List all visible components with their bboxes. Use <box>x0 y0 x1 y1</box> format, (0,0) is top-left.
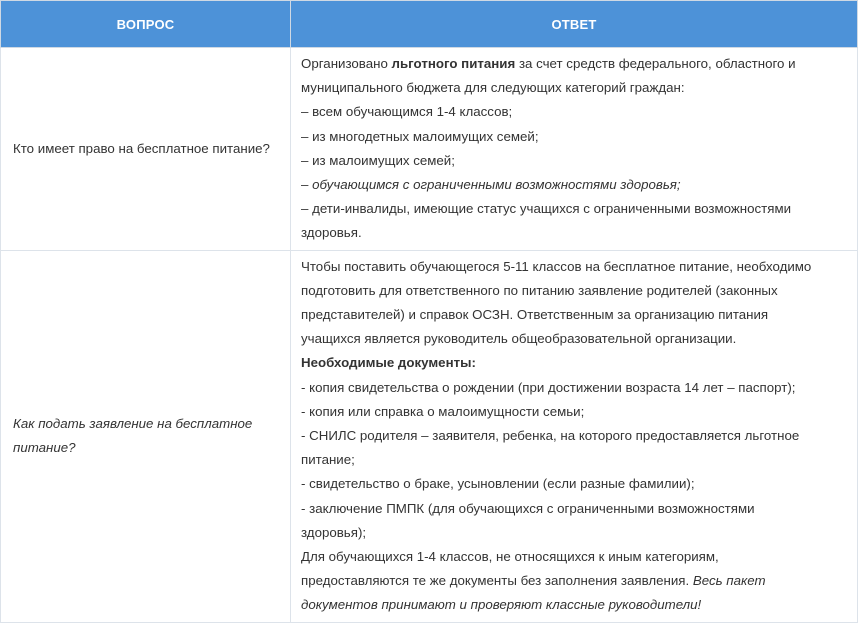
answer-line: Для обучающихся 1-4 классов, не относящихся к иным категориям, <box>301 549 719 565</box>
question-text: Как подать заявление на бесплатное питание? <box>13 415 253 456</box>
answer-line: учащихся является руководитель общеобразовательной организации. <box>301 331 737 347</box>
header-row <box>1 1 858 48</box>
question-cell <box>1 250 291 622</box>
answer-line <box>301 52 847 76</box>
answer-line: - копия или справка о малоимущности семьи; <box>301 403 585 419</box>
answer-line <box>301 569 847 593</box>
answer-italic-text: обучающимся с ограниченными возможностями здоровья; <box>312 177 681 193</box>
answer-line: - свидетельство о браке, усыновлении (если разные фамилии); <box>301 476 695 492</box>
table-row <box>1 48 858 251</box>
table-row <box>1 250 858 622</box>
answer-line: здоровья. <box>301 225 362 241</box>
answer-line: представителей) и справок ОСЗН. Ответственным за организацию питания <box>301 307 769 323</box>
answer-line: питание; <box>301 452 355 468</box>
header-answer: ОТВЕТ <box>291 1 858 48</box>
answer-line: – из малоимущих семей; <box>301 152 455 168</box>
header-question: ВОПРОС <box>1 1 291 48</box>
answer-line: документов принимают и проверяют классные руководители! <box>301 597 702 613</box>
question-cell <box>1 48 291 251</box>
answer-line: – дети-инвалиды, имеющие статус учащихся с ограниченными возможностями <box>301 201 792 217</box>
answer-line: подготовить для ответственного по питанию заявление родителей (законных <box>301 282 778 298</box>
answer-text: – <box>301 177 313 193</box>
answer-italic-text: Весь пакет <box>692 573 766 589</box>
question-text: Кто имеет право на бесплатное питание? <box>13 140 270 156</box>
answer-text: за счет средств федерального, областного и <box>515 56 796 71</box>
answer-cell <box>291 250 858 622</box>
documents-heading: Необходимые документы: <box>301 355 476 371</box>
answer-line: – всем обучающимся 1-4 классов; <box>301 104 513 120</box>
answer-bold-text: льготного питания <box>391 56 516 71</box>
answer-line: - заключение ПМПК (для обучающихся с ограниченными возможностями <box>301 500 755 516</box>
answer-line: – из многодетных малоимущих семей; <box>301 128 539 144</box>
answer-line: Чтобы поставить обучающегося 5-11 классов на бесплатное питание, необходимо <box>301 258 812 274</box>
answer-line <box>301 173 847 197</box>
answer-text: предоставляются те же документы без заполнения заявления. <box>301 573 693 589</box>
answer-line: - копия свидетельства о рождении (при достижении возраста 14 лет – паспорт); <box>301 379 796 395</box>
answer-line: муниципального бюджета для следующих категорий граждан: <box>301 80 685 96</box>
answer-cell <box>291 48 858 251</box>
answer-line: здоровья); <box>301 524 367 540</box>
answer-line: - СНИЛС родителя – заявителя, ребенка, на которого предоставляется льготное <box>301 428 800 444</box>
answer-text: Организовано <box>301 56 392 71</box>
